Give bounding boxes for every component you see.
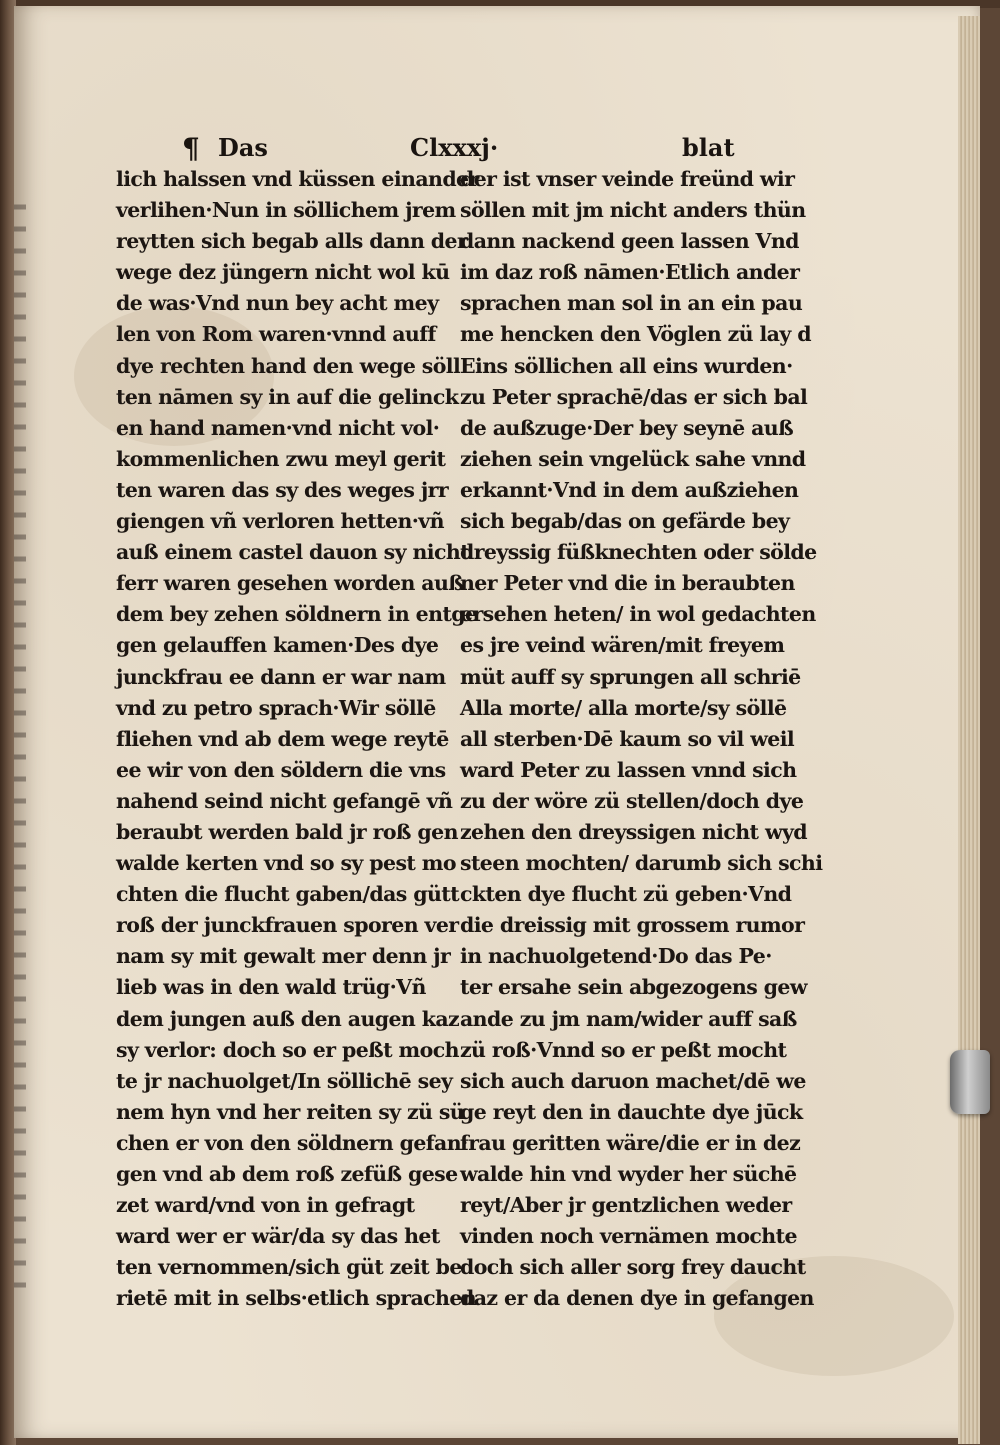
text-line: ward wer er wär/da sy das het (116, 1224, 440, 1249)
text-line: verlihen·Nun in söllichem jrem (116, 198, 456, 223)
text-line: gen gelauffen kamen·Des dye (116, 633, 439, 658)
text-line: sich begab/das on gefärde bey (460, 509, 790, 534)
text-line: fliehen vnd ab dem wege reytē (116, 726, 449, 751)
paragraph-mark-icon: ¶ (182, 132, 200, 165)
text-line: all sterben·Dē kaum so vil weil (460, 726, 795, 751)
text-line: ten vernommen/sich güt zeit be (116, 1255, 462, 1280)
text-line: ten nāmen sy in auf die gelinck (116, 384, 459, 409)
text-line: ande zu jm nam/wider auff saß (460, 1006, 797, 1031)
text-line: der ist vnser veinde freünd wir (460, 167, 795, 191)
text-line: sprachen man sol in an ein pau (460, 291, 803, 316)
text-line: junckfrau ee dann er war nam (116, 664, 446, 689)
text-line: erkannt·Vnd in dem außziehen (460, 477, 799, 502)
text-line: Alla morte/ alla morte/sy söllē (460, 695, 787, 720)
text-line: rietē mit in selbs·etlich sprachen (116, 1286, 477, 1311)
text-line: sich auch daruon machet/dē we (460, 1068, 806, 1093)
text-line: sy verlor: doch so er peßt moch (116, 1037, 459, 1062)
text-line: ward Peter zu lassen vnnd sich (460, 757, 797, 782)
text-line: frau geritten wäre/die er in dez (460, 1130, 801, 1155)
text-line: auß einem castel dauon sy nicht (116, 540, 470, 565)
text-line: dreyssig füßknechten oder sölde (460, 540, 817, 565)
left-text-column (116, 164, 479, 1314)
text-line: nahend seind nicht gefangē vñ (116, 788, 453, 813)
text-line: ge reyt den in dauchte dye jūck (460, 1099, 803, 1124)
text-line: ee wir von den söldern die vns (116, 757, 446, 782)
text-line: roß der junckfrauen sporen ver (116, 913, 459, 938)
page-stack-edge (958, 16, 980, 1444)
text-line: chten die flucht gaben/das gütt (116, 882, 460, 907)
text-line: ersehen heten/ in wol gedachten (460, 602, 816, 627)
text-line: chen er von den söldnern gefan· (116, 1130, 468, 1155)
folio-number: Clxxxj· (410, 133, 499, 162)
text-line: dem jungen auß den augen kaz (116, 1006, 460, 1031)
text-line: wege dez jüngern nicht wol kū (116, 260, 450, 285)
text-line: Eins söllichen all eins wurden· (460, 353, 793, 378)
text-line: es jre veind wären/mit freyem (460, 633, 785, 658)
text-line: reytten sich begab alls dann der (116, 229, 468, 254)
text-line: zu Peter sprachē/das er sich bal (460, 384, 808, 409)
text-line: gen vnd ab dem roß zefüß gese (116, 1162, 458, 1186)
text-line: nem hyn vnd her reiten sy zü sü (116, 1099, 465, 1124)
text-line: dem bey zehen söldnern in entge (116, 602, 478, 627)
text-line: in nachuolgetend·Do das Pe· (460, 944, 772, 969)
text-line: doch sich aller sorg frey daucht (460, 1255, 806, 1280)
text-line: walde kerten vnd so sy pest mo (116, 851, 456, 876)
text-line: zet ward/vnd von in gefragt (116, 1193, 415, 1218)
text-line: ter ersahe sein abgezogens gew (460, 975, 807, 1000)
text-line: reyt/Aber jr gentzlichen weder (460, 1193, 792, 1218)
text-line: dann nackend geen lassen Vnd (460, 229, 799, 254)
text-line: daz er da denen dye in gefangen (460, 1286, 814, 1311)
folio-label: blat (682, 133, 735, 162)
text-line: dye rechten hand den wege söll (116, 353, 461, 378)
running-title: Das (218, 133, 268, 162)
text-line: kommenlichen zwu meyl gerit (116, 446, 446, 471)
text-line: lieb was in den wald trüg·Vñ (116, 975, 426, 1000)
text-line: te jr nachuolget/In söllichē sey (116, 1068, 453, 1093)
text-line: walde hin vnd wyder her süchē (460, 1162, 797, 1186)
text-line: söllen mit jm nicht anders thün (460, 198, 806, 223)
text-line: ckten dye flucht zü geben·Vnd (460, 882, 792, 907)
text-line: steen mochten/ darumb sich schi (460, 851, 823, 876)
text-line: zu der wöre zü stellen/doch dye (460, 788, 804, 813)
text-line: vinden noch vernämen mochte (460, 1224, 797, 1249)
text-line: vnd zu petro sprach·Wir söllē (116, 695, 436, 720)
text-line: ner Peter vnd die in beraubten (460, 571, 795, 596)
facing-page-bleed (14, 196, 26, 1296)
text-line: de was·Vnd nun bey acht mey (116, 291, 439, 316)
text-line: en hand namen·vnd nicht vol· (116, 415, 440, 440)
text-line: im daz roß nāmen·Etlich ander (460, 260, 800, 285)
text-line: nam sy mit gewalt mer denn jr (116, 944, 451, 969)
text-line: len von Rom waren·vnnd auff (116, 322, 436, 347)
text-line: zehen den dreyssigen nicht wyd (460, 819, 808, 844)
text-line: ziehen sein vngelück sahe vnnd (460, 446, 806, 471)
right-text-column (460, 164, 823, 1314)
text-line: müt auff sy sprungen all schriē (460, 664, 801, 689)
text-line: die dreissig mit grossem rumor (460, 913, 805, 938)
text-line: lich halssen vnd küssen einander (116, 167, 479, 191)
text-line: giengen vñ verloren hetten·vñ (116, 509, 444, 534)
text-line: ten waren das sy des weges jrr (116, 477, 449, 502)
text-line: beraubt werden bald jr roß gen (116, 819, 458, 844)
text-line: zü roß·Vnnd so er peßt mocht (460, 1037, 787, 1062)
text-line: de außzuge·Der bey seynē auß (460, 415, 794, 440)
text-line: me hencken den Vöglen zü lay d (460, 322, 811, 347)
metal-tab-marker (950, 1050, 990, 1114)
text-line: ferr waren gesehen worden auß (116, 571, 464, 596)
